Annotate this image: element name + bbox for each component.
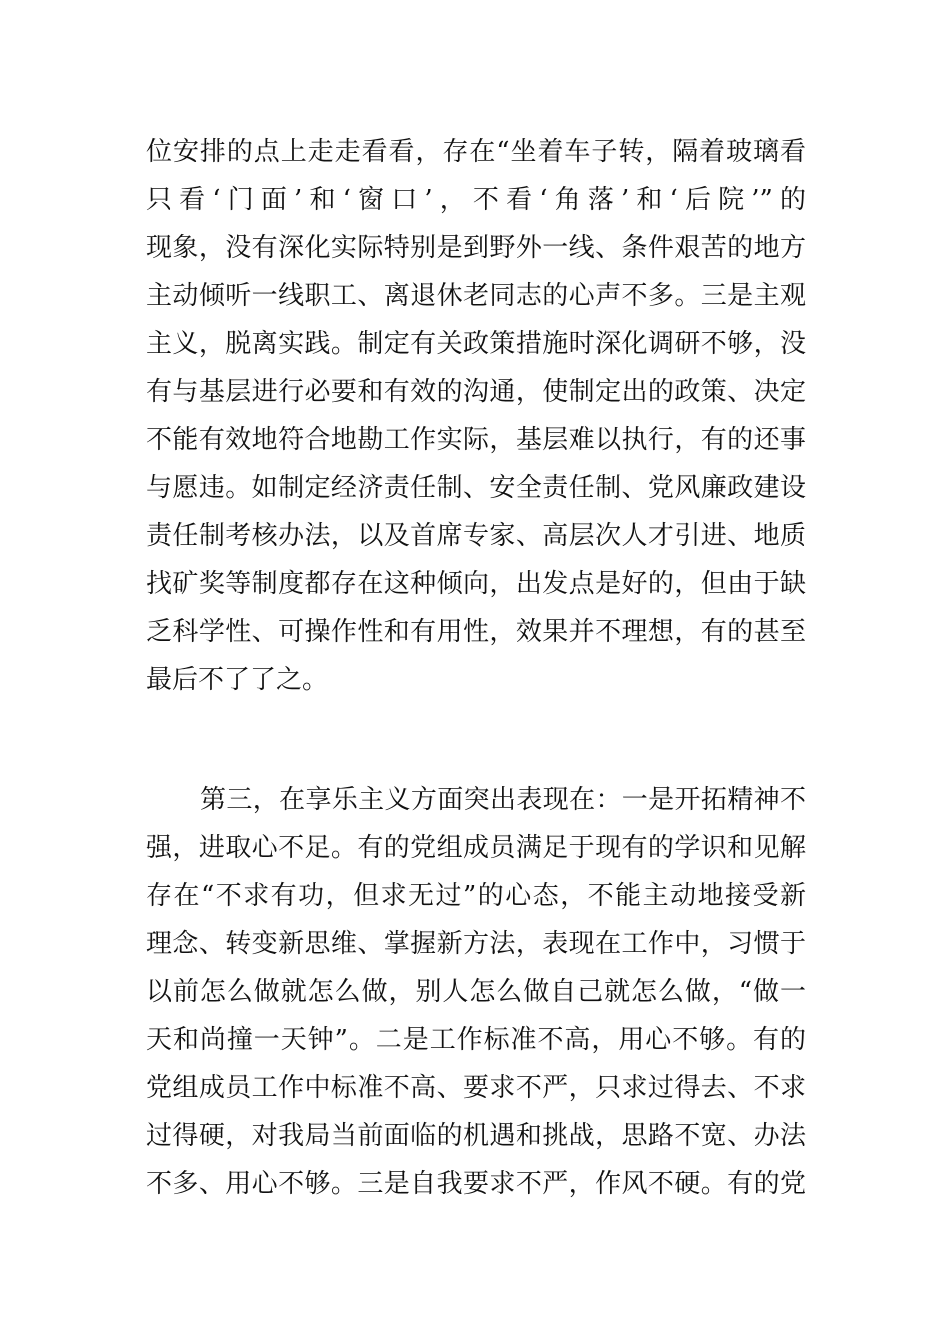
text-line: 有与基层进行必要和有效的沟通，使制定出的政策、决定	[146, 377, 806, 407]
text-line: 存在“不求有功，但求无过”的心态，不能主动地接受新	[146, 881, 806, 911]
text-line: 位安排的点上走走看看，存在“坐着车子转，隔着玻璃看	[146, 137, 806, 167]
text-line: 不多、用心不够。三是自我要求不严，作风不硬。有的党	[146, 1169, 806, 1199]
text-line: 责任制考核办法，以及首席专家、高层次人才引进、地质	[146, 521, 806, 551]
text-line: 理念、转变新思维、掌握新方法，表现在工作中，习惯于	[146, 929, 806, 959]
text-line: 最后不了了之。	[146, 665, 329, 695]
text-line: 乏科学性、可操作性和有用性，效果并不理想，有的甚至	[146, 617, 806, 647]
text-line: 只看‘门面’和‘窗口’，不看‘角落’和‘后院’”的	[146, 185, 806, 215]
text-line: 现象，没有深化实际特别是到野外一线、条件艰苦的地方	[146, 233, 806, 263]
text-line: 与愿违。如制定经济责任制、安全责任制、党风廉政建设	[146, 473, 806, 503]
text-line: 找矿奖等制度都存在这种倾向，出发点是好的，但由于缺	[146, 569, 806, 599]
text-line: 天和尚撞一天钟”。二是工作标准不高，用心不够。有的	[146, 1025, 806, 1055]
text-line: 强，进取心不足。有的党组成员满足于现有的学识和见解	[146, 833, 806, 863]
text-line: 主义，脱离实践。制定有关政策措施时深化调研不够，没	[146, 329, 806, 359]
text-line: 主动倾听一线职工、离退休老同志的心声不多。三是主观	[146, 281, 806, 311]
text-line: 过得硬，对我局当前面临的机遇和挑战，思路不宽、办法	[146, 1121, 806, 1151]
text-line: 不能有效地符合地勘工作实际，基层难以执行，有的还事	[146, 425, 806, 455]
text-line: 党组成员工作中标准不高、要求不严，只求过得去、不求	[146, 1073, 806, 1103]
text-line: 以前怎么做就怎么做，别人怎么做自己就怎么做，“做一	[146, 977, 806, 1007]
text-line: 第三，在享乐主义方面突出表现在：一是开拓精神不	[200, 785, 806, 815]
